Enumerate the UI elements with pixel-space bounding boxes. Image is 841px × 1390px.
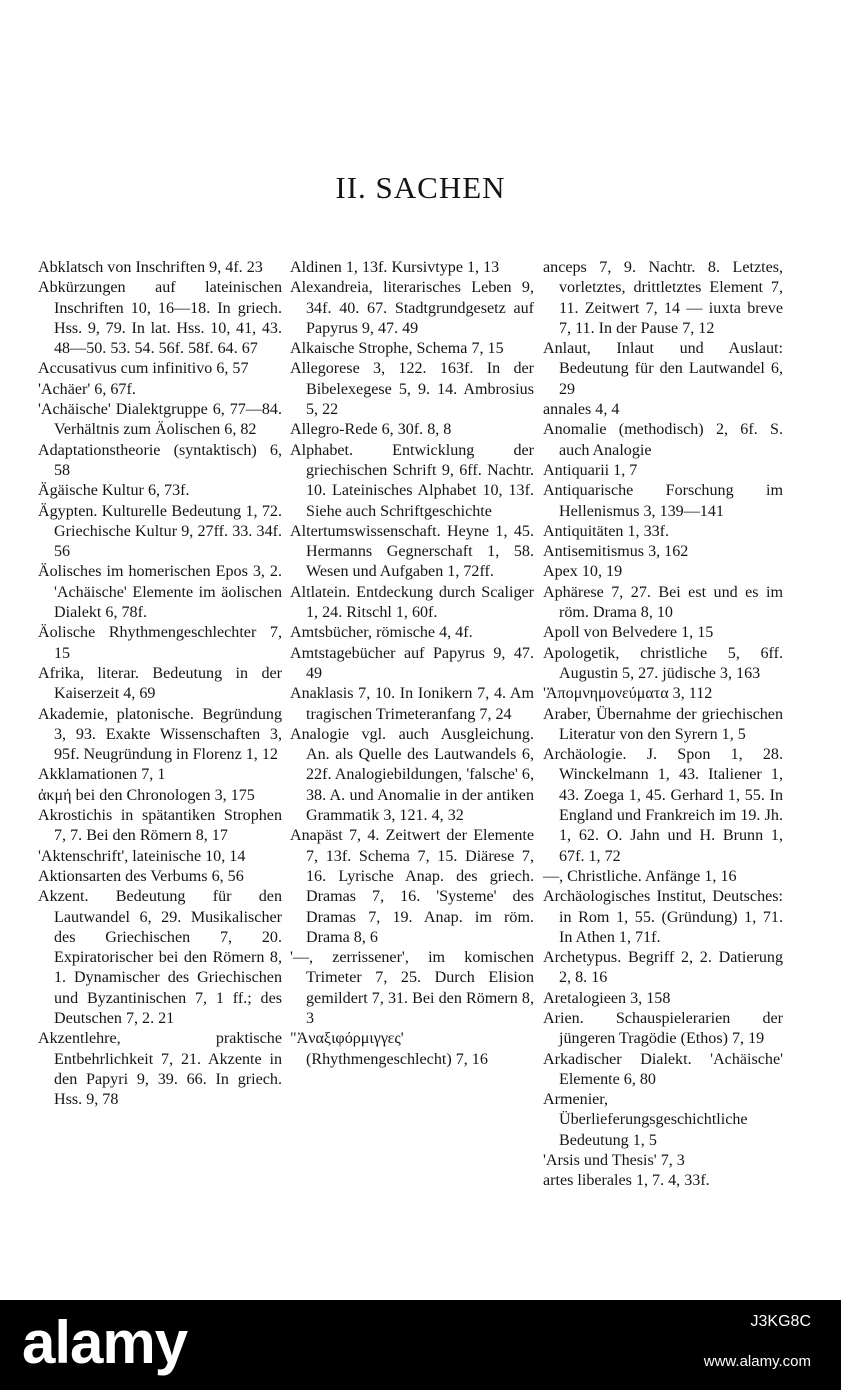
index-entry: Apoll von Belvedere 1, 15 <box>543 624 714 642</box>
index-entry: Archäologisches Institut, Deutsches: in Rom 1, 55. (Gründung) 1, 71. In Athen 1, 71f. <box>543 888 783 946</box>
index-entry: Abkürzungen auf lateinischen Inschriften 10, 16—18. In griech. Hss. 9, 79. In lat. Hss. 10, 41, 43. 48—50. 53. 54. 56f. 58f. 64. 67 <box>38 279 282 358</box>
index-entry: ἀκμή bei den Chronologen 3, 175 <box>38 786 255 804</box>
index-entry: annales 4, 4 <box>543 401 620 419</box>
index-entry: 'Achäer' 6, 67f. <box>38 380 136 398</box>
index-entry: 'Arsis und Thesis' 7, 3 <box>543 1152 685 1170</box>
index-entry: —, Christliche. Anfänge 1, 16 <box>543 867 737 885</box>
index-column-2 <box>290 258 534 1070</box>
index-entry: Akklamationen 7, 1 <box>38 766 166 784</box>
index-entry: Antiquarische Forschung im Hellenismus 3, 139—141 <box>543 482 783 520</box>
index-entry: Anaklasis 7, 10. In Ionikern 7, 4. Am tragischen Trimeteranfang 7, 24 <box>290 685 534 723</box>
index-entry: Apologetik, christliche 5, 6ff. Augustin 5, 27. jüdische 3, 163 <box>543 644 783 682</box>
index-entry: Aldinen 1, 13f. Kursivtype 1, 13 <box>290 259 500 276</box>
index-entry: Antisemitismus 3, 162 <box>543 543 689 561</box>
index-entry: Adaptationstheorie (syntaktisch) 6, 58 <box>38 441 282 479</box>
index-entry: Armenier, Überlieferungsgeschichtliche Bedeutung 1, 5 <box>543 1091 748 1149</box>
index-entry: Arien. Schauspielerarien der jüngeren Tragödie (Ethos) 7, 19 <box>543 1009 783 1048</box>
index-entry: Akrostichis in spätantiken Strophen 7, 7. Bei den Römern 8, 17 <box>38 807 282 845</box>
index-entry: Akzentlehre, praktische Entbehrlichkeit 7, 21. Akzente in den Papyri 9, 39. 66. In griech. Hss. 9, 78 <box>38 1030 282 1109</box>
index-entry: Äolische Rhythmengeschlechter 7, 15 <box>38 624 282 662</box>
index-entry: Ägäische Kultur 6, 73f. <box>38 482 190 500</box>
index-column-1 <box>38 258 282 1110</box>
index-entry: anceps 7, 9. Nachtr. 8. Letztes, vorletztes, drittletztes Element 7, 11. Zeitwert 7, 14 — iuxta breve 7, 11. In der Pause 7, 12 <box>543 259 783 337</box>
index-entry: Aktionsarten des Verbums 6, 56 <box>38 867 244 885</box>
index-entry: Anapäst 7, 4. Zeitwert der Elemente 7, 13f. Schema 7, 15. Diärese 7, 16. Lyrische Anap. des griech. Dramas 7, 16. 'Systeme' des Dramas 7, 19. Anap. im röm. Drama 8, 6 <box>290 827 534 946</box>
index-entry: Anomalie (methodisch) 2, 6f. S. auch Analogie <box>543 421 783 459</box>
index-entry: Archäologie. J. Spon 1, 28. Winckelmann 1, 43. Italiener 1, 43. Zoega 1, 45. Gerhard 1, 55. In England und Frankreich im 19. Jh. 1, 62. O. Jahn und H. Brunn 1, 67f. 1, 72 <box>543 746 783 865</box>
index-entry: Allegorese 3, 122. 163f. In der Bibelexegese 5, 9. 14. Ambrosius 5, 22 <box>290 360 534 419</box>
alamy-logo: alamy <box>22 1309 188 1376</box>
index-entry: Alphabet. Entwicklung der griechischen Schrift 9, 6ff. Nachtr. 10. Lateinisches Alphabet 10, 13f. Siehe auch Schriftgeschichte <box>290 441 534 520</box>
site-url: www.alamy.com <box>703 1353 811 1370</box>
index-entry: 'Achäische' Dialektgruppe 6, 77—84. Verhältnis zum Äolischen 6, 82 <box>38 401 282 439</box>
index-entry: Äolisches im homerischen Epos 3, 2. 'Achäische' Elemente im äolischen Dialekt 6, 78f. <box>38 563 282 622</box>
index-entry: Altlatein. Entdeckung durch Scaliger 1, 24. Ritschl 1, 60f. <box>290 583 534 622</box>
index-entry: Akademie, platonische. Begründung 3, 93. Exakte Wissenschaften 3, 95f. Neugründung in Florenz 1, 12 <box>38 705 282 764</box>
index-entry: "Ἀναξιφόρμιγγες' (Rhythmengeschlecht) 7, 16 <box>290 1030 488 1068</box>
index-entry: Arkadischer Dialekt. 'Achäische' Elemente 6, 80 <box>543 1050 783 1088</box>
page-title: II. SACHEN <box>335 170 506 205</box>
index-entry: Apex 10, 19 <box>543 563 623 581</box>
index-entry: Ägypten. Kulturelle Bedeutung 1, 72. Griechische Kultur 9, 27ff. 33. 34f. 56 <box>38 502 282 561</box>
index-entry: Aphärese 7, 27. Bei est und es im röm. Drama 8, 10 <box>543 583 783 622</box>
index-entry: Afrika, literar. Bedeutung in der Kaiserzeit 4, 69 <box>38 664 282 703</box>
image-id: J3KG8C <box>750 1313 811 1330</box>
index-entry: Allegro-Rede 6, 30f. 8, 8 <box>290 421 452 439</box>
index-entry: Abklatsch von Inschriften 9, 4f. 23 <box>38 259 263 276</box>
index-entry: Amtstagebücher auf Papyrus 9, 47. 49 <box>290 644 534 682</box>
index-entry: Archetypus. Begriff 2, 2. Datierung 2, 8. 16 <box>543 949 783 987</box>
index-entry: Amtsbücher, römische 4, 4f. <box>290 624 473 642</box>
watermark-bar <box>0 1300 841 1390</box>
index-entry: Anlaut, Inlaut und Auslaut: Bedeutung für den Lautwandel 6, 29 <box>543 340 783 398</box>
index-entry: artes liberales 1, 7. 4, 33f. <box>543 1172 710 1190</box>
index-entry: Araber, Übernahme der griechischen Literatur von den Syrern 1, 5 <box>543 705 783 743</box>
index-entry: Antiquitäten 1, 33f. <box>543 522 670 540</box>
index-entry: 'Ἀπομνημονεύματα 3, 112 <box>543 685 713 703</box>
index-entry: Aretalogieen 3, 158 <box>543 989 671 1007</box>
index-entry: Akzent. Bedeutung für den Lautwandel 6, 29. Musikalischer des Griechischen 7, 20. Expiratorischer bei den Römern 8, 1. Dynamischer des Griechischen und Byzantinischen 7, 1 ff.; des Deutschen 7, 2. 21 <box>38 888 282 1027</box>
index-entry: Accusativus cum infinitivo 6, 57 <box>38 360 249 378</box>
index-entry: Alkaische Strophe, Schema 7, 15 <box>290 340 504 358</box>
index-entry: Altertumswissenschaft. Heyne 1, 45. Hermanns Gegnerschaft 1, 58. Wesen und Aufgaben 1, 72ff. <box>290 522 534 581</box>
index-entry: '—, zerrissener', im komischen Trimeter 7, 25. Durch Elision gemildert 7, 31. Bei den Römern 8, 3 <box>290 949 534 1027</box>
index-entry: Alexandreia, literarisches Leben 9, 34f. 40. 67. Stadtgrundgesetz auf Papyrus 9, 47. 49 <box>290 279 534 337</box>
index-column-3 <box>543 258 783 1192</box>
index-entry: Antiquarii 1, 7 <box>543 461 638 479</box>
index-entry: Analogie vgl. auch Ausgleichung. An. als Quelle des Lautwandels 6, 22f. Analogiebildungen, 'falsche' 6, 38. A. und Anomalie in der antiken Grammatik 3, 121. 4, 32 <box>290 725 534 825</box>
index-entry: 'Aktenschrift', lateinische 10, 14 <box>38 847 246 865</box>
